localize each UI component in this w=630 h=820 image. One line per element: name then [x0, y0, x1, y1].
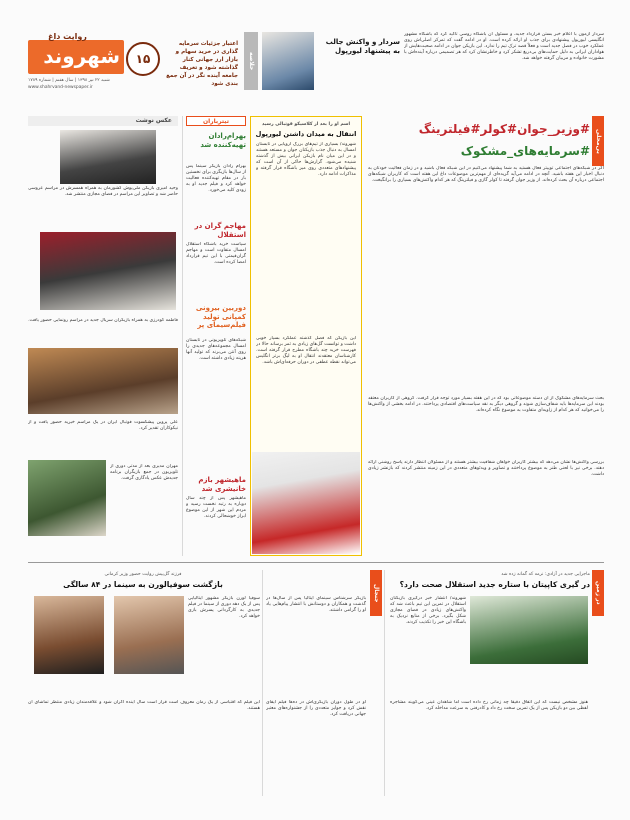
bottom-middle-tab: جنجال: [370, 570, 382, 616]
bottom-rule-2: [262, 570, 263, 796]
bottom-right-photo: [470, 596, 588, 664]
main-feature-headline: #وزیر_جوان#کولر#فیلترینگ: [418, 122, 590, 136]
bottom-right-tab: در زمین: [592, 570, 604, 616]
sidebar-tab: تیترباران: [186, 116, 246, 126]
sidebar-rule: [182, 116, 183, 556]
bottom-right-headline: در گیری کاپیتان با ستاره جدید استقلال صحت دارد؟: [399, 580, 590, 589]
photo-2: [40, 232, 176, 310]
photo-caption-1: وحید امیری بازیکن ملی‌پوش کشورمان به همراه همسرش در مراسم عروسی حاضر شد و تصاویر این مراسم در فضای مجازی منتشر شد.: [28, 186, 178, 197]
bottom-left-body-1: سوفیا لورن بازیگر مشهور ایتالیایی پس از یک دهه دوری از سینما در فیلم جدیدی به کارگردانی پسرش بازی خواهد کرد.: [188, 596, 260, 619]
bottom-left-headline: بازگشت سوفیالورن به سینما در ۸۴ سالگی: [63, 580, 223, 589]
sidebar-item-3-title: دوربین بیرونی کمپانی تولید فیلم‌سیمای پر: [195, 304, 246, 329]
photo-3: [28, 348, 178, 414]
top-story-headline: سردار و واکنش جالب به پیشنهاد لیورپول: [325, 38, 400, 55]
main-feature-body-3: بررسی واکنش‌ها نشان می‌دهد که بیشتر کاربران خواهان شفافیت بیشتر هستند و از مسئولان انتظار دارند پاسخ روشنی ارائه دهند. برخی نیز با لحنی طنز به موضوع پرداختند و تصاویر و ویدئوهای متعددی در این زمینه منتشر کردند که بازنشر زیادی داشت.: [368, 460, 604, 477]
photo-column-tab: [28, 116, 178, 126]
sidebar-item-1-title: بهرام‌رادان تهیه‌کننده شد: [200, 132, 246, 149]
photo-caption-4: مهران مدیری بعد از مدتی دوری از تلویزیون در جمع بازیگران برنامه جدیدش عکس یادگاری گرفت.: [110, 464, 178, 481]
center-body-1: شهروند/ بسیاری از تیم‌های بزرگ اروپایی در تابستان امسال به دنبال جذب بازیکنان جوان و مستعد هستند و در این میان نام بازیکن ایرانی بیش از گذشته شنیده می‌شود. گزارش‌ها حاکی از آن است که پیشنهادهای متعددی روی میز باشگاه قرار گرفته و مذاکرات ادامه دارد.: [256, 142, 356, 177]
masthead: [28, 32, 238, 102]
sidebar-item-4-title: ماهیشهر بازم خانیشری شد: [198, 476, 246, 493]
issue-number-badge: [126, 42, 160, 76]
bottom-divider: [28, 562, 604, 563]
photo-4: [28, 460, 106, 536]
bottom-middle-body-2: او در طول دوران بازیگری‌اش در ده‌ها فیلم ایفای نقش کرد و جوایز متعددی را از جشنواره‌های معتبر جهانی دریافت کرد.: [266, 700, 366, 717]
center-kicker: اسم او را بعد از کلاسیکو فوتبالی رسید: [261, 122, 351, 127]
photo-caption-2: فاطمه گودرزی به همراه بازیگران سریال جدید در مراسم رونمایی حضور یافت.: [28, 318, 178, 323]
photo-caption-3: علی پروین پیشکسوت فوتبال ایران در یک مراسم خیریه حضور یافت و از نیکوکاران تقدیر کرد.: [28, 420, 178, 431]
masthead-tagline: اعتبار جزئیات سرمایه گذاری در خرید سهام و بازار ارز جهانی کنار گذاشته شود و تعریف جامعه آینده نگر در آن جمع بندی شود: [166, 41, 238, 87]
sidebar-item-4-body: ماهیشهر پس از چند سال دوباره به رتبه نخست رسید و مردم این شهر از این موضوع ابراز خوشحالی کردند.: [186, 496, 246, 519]
photo-column-tab-label: عکس نوشت: [135, 117, 172, 124]
masthead-logo: [28, 40, 124, 74]
bottom-left-kicker: فرزند گل‌پیش روایت حضور وزیر کرمانی: [104, 572, 182, 577]
bottom-left-photo-2: [114, 596, 184, 674]
top-story-body: سردار آزمون با اعلام خبر بستن قرارداد جدید، و مسئول آن باشگاه روسی تأکید کرد که باشگاه مشهور انگلیسی لیورپول پیشنهادی برای جذب او ارائه کرده است. او در ادامه گفت که تمرکز اصلی‌اش روی عملکرد خوب در فصل جدید است و فعلاً قصد ترک تیم را ندارد. این بازیکن جوان در ادامه صحبت‌هایش از هواداران ایرانی به دلیل حمایت‌های بی‌دریغ تشکر کرد و خاطرنشان کرد که هر تصمیمی درباره آینده‌اش با مشورت خانواده و مربیان گرفته خواهد شد.: [404, 32, 604, 61]
bottom-right-kicker: ماجرایی جدید در آزادی: نرمه که گمانه زده شد: [501, 572, 590, 577]
website-link[interactable]: www.shahrvand-newspaper.ir: [28, 85, 93, 90]
bottom-right-body-1: شهروند/ انتشار خبر درگیری بازیکنان استقلال در تمرین این تیم باعث شد که واکنش‌های زیادی در فضای مجازی شکل بگیرد. برخی از منابع نزدیک به باشگاه این خبر را تکذیب کردند.: [390, 596, 466, 625]
issue-number: ۱۵: [135, 52, 151, 66]
sidebar-item-2-title: مهاجم گران در استقلال: [194, 222, 246, 239]
logo-sub: روایت داغ: [48, 32, 87, 41]
logo-text: شهروند: [43, 44, 120, 68]
bottom-left-body-2: این فیلم که اقتباسی از یک رمان معروف است قرار است سال آینده اکران شود و علاقه‌مندان زیادی منتظر تماشای آن هستند.: [28, 700, 260, 711]
main-feature-subheadline: #سرمایه‌های_مشکوک: [460, 144, 590, 158]
bottom-rule-1: [384, 570, 385, 796]
sidebar-item-3-body: شبکه‌های تلویزیونی در تابستان امسال مجموعه‌های جدیدی را روی آنتن می‌برند که تولید آنها هزینه زیادی داشته است.: [186, 338, 246, 361]
center-headline: انتقال به میدان داشتن لیورپول: [255, 130, 357, 138]
top-story-tab: خلاصه: [244, 32, 258, 90]
top-story-photo: [262, 32, 314, 90]
center-photo-player: [252, 452, 360, 554]
bottom-left-photo-1: [34, 596, 104, 674]
main-feature-body-1: اگر در شبکه‌های اجتماعی توییتر فعال هستید به شما پیشنهاد می‌کنیم در این شبکه فعال باشید و در زمان فعالیت خودتان به دنبال اخبار این هفته باشید. آنچه در ادامه می‌آید گزیده‌ای از مهم‌ترین موضوعات داغ این هفته است که کاربران شبکه‌های اجتماعی درباره آن بحث کرده‌اند. از وزیر جوان گرفته تا کولر گازی و فیلترینگ که هر کدام واکنش‌های بسیاری را برانگیخت.: [368, 166, 604, 183]
bottom-right-body-2: هنوز مشخص نیست که این اتفاق دقیقا چه زمانی رخ داده است اما شاهدان عینی می‌گویند مشاجره لفظی بین دو بازیکن پس از یک تمرین سخت رخ داد و کادرفنی به سرعت مداخله کرد.: [390, 700, 588, 711]
issue-info: شنبه ۲۲ تیر ۱۳۹۸ | سال هفتم | شماره ۱۷۸۹: [28, 78, 110, 83]
bottom-middle-body-1: بازیگر سرشناس سینمای ایتالیا پس از سال‌ها در گذشت و همکاران و دوستانش با انتشار پیام‌هایی یاد او را گرامی داشتند.: [266, 596, 366, 613]
main-feature-tab: بی‌محلی: [592, 116, 604, 166]
main-feature-body-2: بحث سرمایه‌های مشکوک از آن دسته موضوعاتی بود که در این هفته بسیار مورد توجه قرار گرفت. گروهی از کاربران معتقد بودند این سرمایه‌ها باید شفاف‌سازی شوند و گروهی دیگر به نقد سیاست‌های اقتصادی پرداختند. در ادامه بخشی از واکنش‌ها را می‌خوانید که هر کدام از زاویه‌ای متفاوت به موضوع نگاه کرده‌اند.: [368, 396, 604, 413]
sidebar-item-1-body: بهرام رادان بازیگر سینما پس از سال‌ها بازیگری برای نخستین بار در مقام تهیه‌کننده فعالیت خواهد کرد و فیلم جدید او به زودی کلید می‌خورد.: [186, 164, 246, 193]
center-body-2: این بازیکن که فصل گذشته عملکرد بسیار خوبی داشت و توانست گل‌های زیادی به ثمر برساند حالا در فهرست خرید چند باشگاه مطرح قرار گرفته است. کارشناسان معتقدند انتقال او به لیگ برتر انگلیس می‌تواند نقطه عطفی در دوران حرفه‌ای‌اش باشد.: [256, 336, 356, 365]
photo-1: [60, 130, 156, 184]
sidebar-item-2-body: سیاست خرید باشگاه استقلال امسال متفاوت است و مهاجم گران‌قیمتی با این تیم قرارداد امضا کرده است.: [186, 242, 246, 265]
